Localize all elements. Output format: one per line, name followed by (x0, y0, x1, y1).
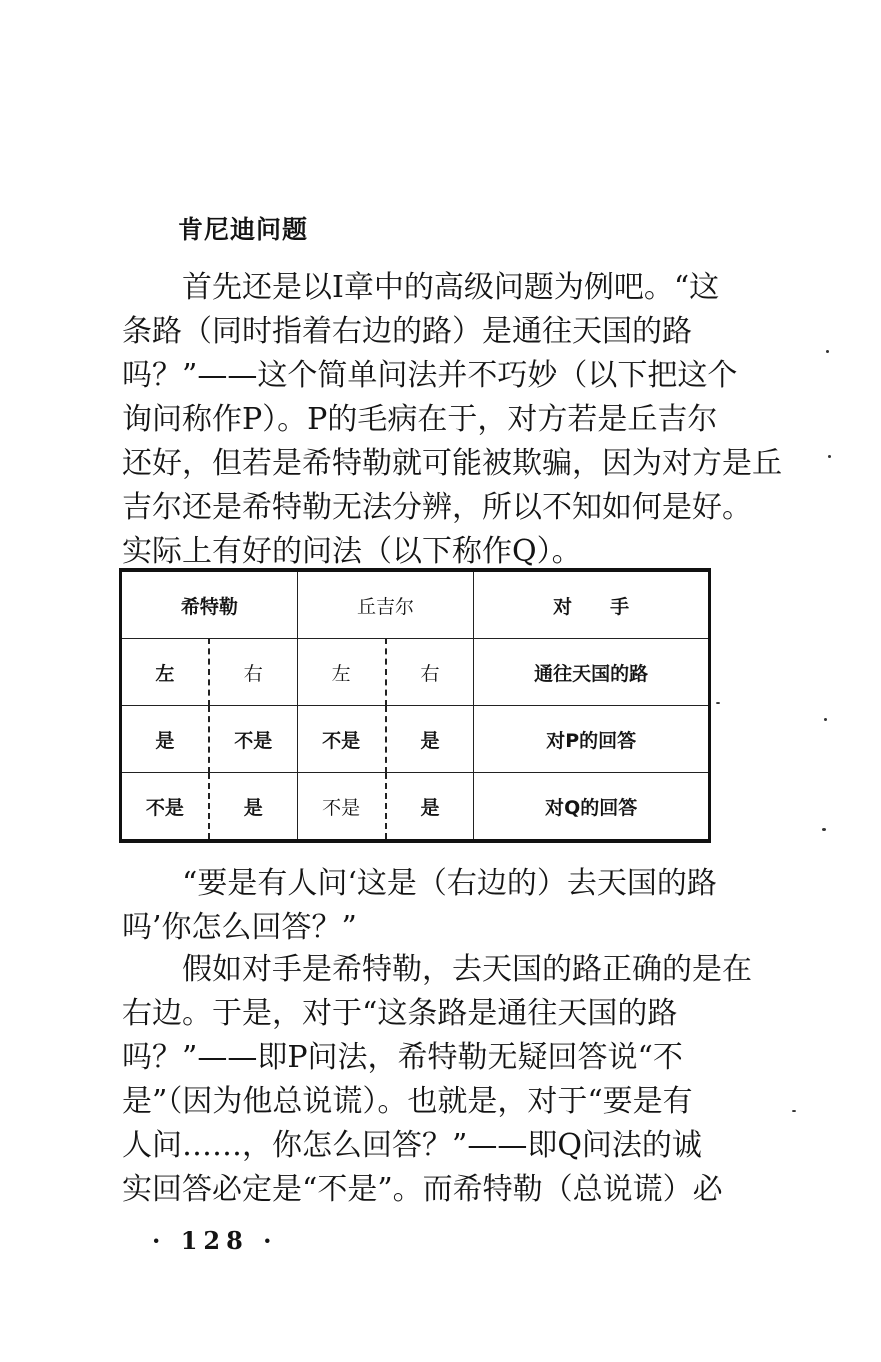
header-churchill: 丘吉尔 (297, 570, 474, 639)
table-cell: 右 (209, 639, 297, 706)
scan-speck (822, 828, 826, 831)
text-line: 实际上有好的问法（以下称作Q）。 (122, 534, 582, 569)
text-line: 实回答必定是“不是”。而希特勒（总说谎）必 (122, 1172, 723, 1207)
scan-speck (716, 702, 720, 704)
text-line: 吗’你怎么回答？” (122, 910, 357, 945)
scan-speck (824, 718, 827, 721)
table-row (121, 773, 710, 842)
row-label: 对P的回答 (474, 706, 710, 773)
section-title: 肯尼迪问题 (178, 215, 309, 244)
text-line: “要是有人问‘这是（右边的）去天国的路 (182, 866, 717, 901)
text-line: 假如对手是希特勒，去天国的路正确的是在 (182, 952, 752, 987)
scan-speck (826, 350, 829, 353)
text-line: 条路（同时指着右边的路）是通往天国的路 (122, 314, 692, 349)
table-cell: 不是 (297, 706, 385, 773)
scan-speck (828, 455, 831, 458)
text-line: 首先还是以I章中的高级问题为例吧。“这 (182, 270, 720, 305)
text-line: 询问称作P）。P的毛病在于，对方若是丘吉尔 (122, 402, 718, 437)
paragraph-explanation (122, 948, 752, 1212)
table-header-row (121, 570, 710, 639)
table-cell: 右 (386, 639, 474, 706)
answer-table (119, 568, 711, 841)
text-line: 人问……，你怎么回答？”——即Q问法的诚 (122, 1128, 702, 1163)
table-cell: 是 (209, 773, 297, 842)
table-cell: 不是 (209, 706, 297, 773)
row-label: 对Q的回答 (474, 773, 710, 842)
text-line: 还好，但若是希特勒就可能被欺骗，因为对方是丘 (122, 446, 782, 481)
table-cell: 是 (386, 773, 474, 842)
row-label: 通往天国的路 (474, 639, 710, 706)
table-cell: 是 (386, 706, 474, 773)
text-line: 右边。于是，对于“这条路是通往天国的路 (122, 996, 678, 1031)
header-opponent: 对 手 (474, 570, 710, 639)
table-cell: 不是 (121, 773, 209, 842)
paragraph-question (122, 862, 717, 950)
text-line: 吗？”——这个简单问法并不巧妙（以下把这个 (122, 358, 738, 393)
table-cell: 左 (297, 639, 385, 706)
text-line: 吗？”——即P问法，希特勒无疑回答说“不 (122, 1040, 683, 1075)
table-row (121, 639, 710, 706)
table-row (121, 706, 710, 773)
header-hitler: 希特勒 (121, 570, 298, 639)
text-line: 是”（因为他总说谎）。也就是，对于“要是有 (122, 1084, 693, 1119)
table-cell: 不是 (297, 773, 385, 842)
text-line: 吉尔还是希特勒无法分辨，所以不知如何是好。 (122, 490, 752, 525)
logic-table (119, 568, 711, 843)
paragraph-intro (122, 266, 782, 574)
scan-speck (792, 1110, 796, 1112)
table-cell: 是 (121, 706, 209, 773)
page-number: · 128 · (152, 1226, 278, 1255)
table-cell: 左 (121, 639, 209, 706)
